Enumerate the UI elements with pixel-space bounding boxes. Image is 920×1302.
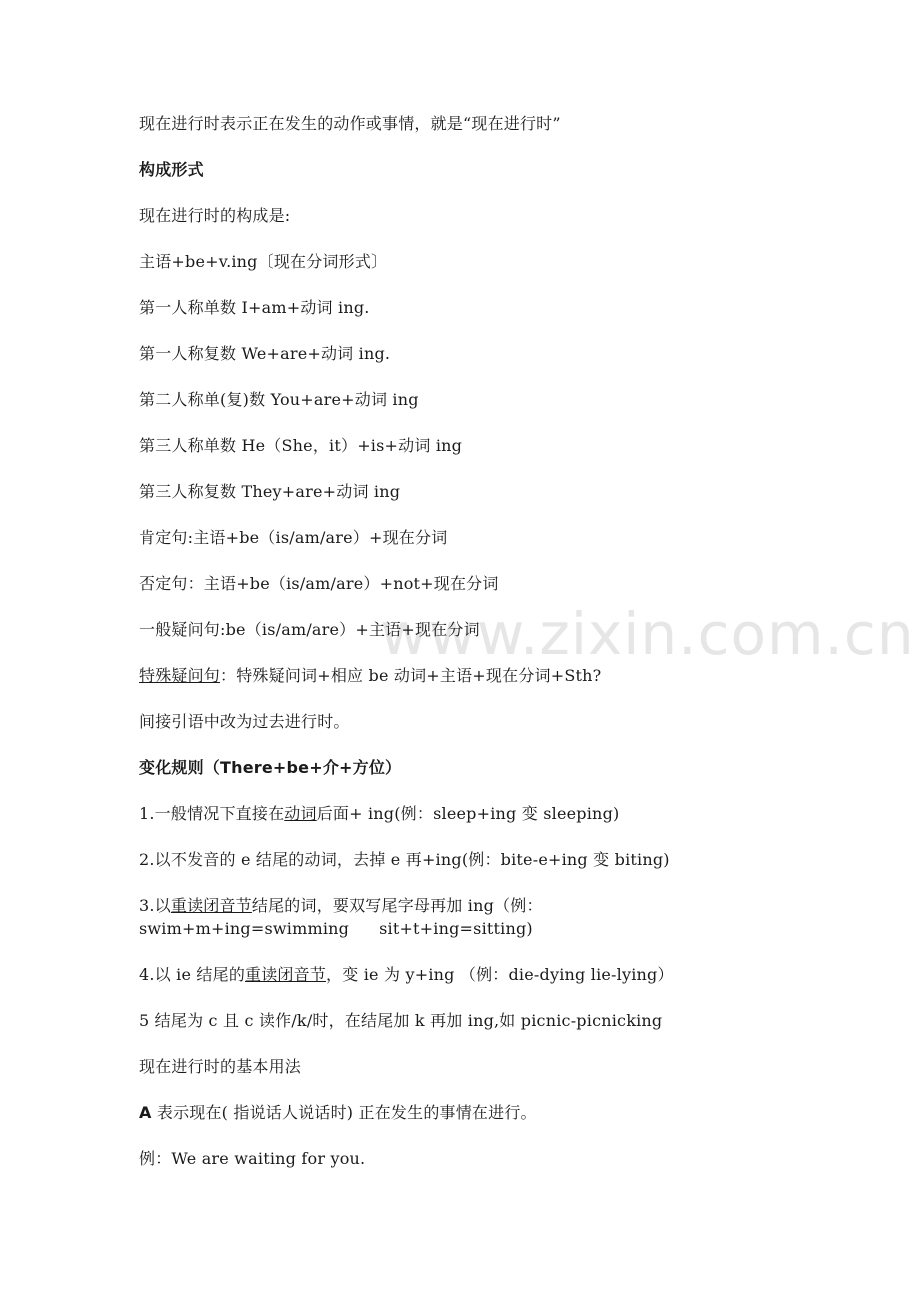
first-person-singular: 第一人称单数 I+am+动词 ing. [139, 298, 370, 317]
rule-1-part-a: 1.一般情况下直接在 [139, 804, 285, 823]
usage-a-text: 表示现在( 指说话人说话时) 正在发生的事情在进行。 [151, 1103, 537, 1122]
formation-intro: 现在进行时的构成是: [139, 206, 291, 225]
rule-4-part-c: ，变 ie 为 y+ing （例：die-dying lie-lying） [326, 965, 674, 984]
formation-formula: 主语+be+v.ing〔现在分词形式〕 [139, 252, 388, 271]
usage-a [139, 1102, 537, 1124]
heading-basic-usage: 现在进行时的基本用法 [139, 1057, 302, 1076]
rule-3 [139, 895, 543, 917]
rule-3-example-1: swim+m+ing=swimming [139, 919, 350, 938]
intro-line: 现在进行时表示正在发生的动作或事情，就是“现在进行时” [139, 114, 561, 133]
indirect-speech: 间接引语中改为过去进行时。 [139, 712, 350, 731]
rule-3-examples [139, 918, 533, 940]
rule-3-part-c: 结尾的词，要双写尾字母再加 ing（例： [251, 896, 543, 915]
rule-2: 2.以不发音的 e 结尾的动词，去掉 e 再+ing(例：bite-e+ing 变 biting) [139, 850, 670, 869]
first-person-plural: 第一人称复数 We+are+动词 ing. [139, 344, 391, 363]
third-person-plural: 第三人称复数 They+are+动词 ing [139, 482, 401, 501]
watermark: www.zixin.com.cn [380, 600, 915, 668]
rule-1-term: 动词 [284, 804, 317, 823]
special-question [139, 665, 601, 687]
general-question: 一般疑问句:be（is/am/are）+主语+现在分词 [139, 620, 480, 639]
heading-formation: 构成形式 [139, 160, 204, 179]
rule-1 [139, 803, 619, 825]
negative-sentence: 否定句：主语+be（is/am/are）+not+现在分词 [139, 574, 499, 593]
rule-3-term: 重读闭音节 [170, 896, 252, 915]
usage-a-label: A [139, 1103, 152, 1122]
rule-3-part-a: 3.以 [139, 896, 171, 915]
usage-a-example: 例：We are waiting for you. [139, 1149, 366, 1168]
special-question-term: 特殊疑问句 [139, 666, 221, 685]
rule-5: 5 结尾为 c 且 c 读作/k/时，在结尾加 k 再加 ing,如 picnic-picnicking [139, 1011, 663, 1030]
rule-4 [139, 964, 674, 986]
special-question-rule: ：特殊疑问词+相应 be 动词+主语+现在分词+Sth? [220, 666, 602, 685]
document-page [139, 0, 839, 1302]
affirmative-sentence: 肯定句:主语+be（is/am/are）+现在分词 [139, 528, 448, 547]
rule-1-part-c: 后面+ ing(例：sleep+ing 变 sleeping) [316, 804, 620, 823]
second-person: 第二人称单(复)数 You+are+动词 ing [139, 390, 419, 409]
rule-3-example-2: sit+t+ing=sitting) [379, 919, 533, 938]
rule-4-term: 重读闭音节 [245, 965, 327, 984]
third-person-singular: 第三人称单数 He（She，it）+is+动词 ing [139, 436, 463, 455]
heading-change-rules: 变化规则（There+be+介+方位） [139, 758, 402, 777]
rule-4-part-a: 4.以 ie 结尾的 [139, 965, 246, 984]
